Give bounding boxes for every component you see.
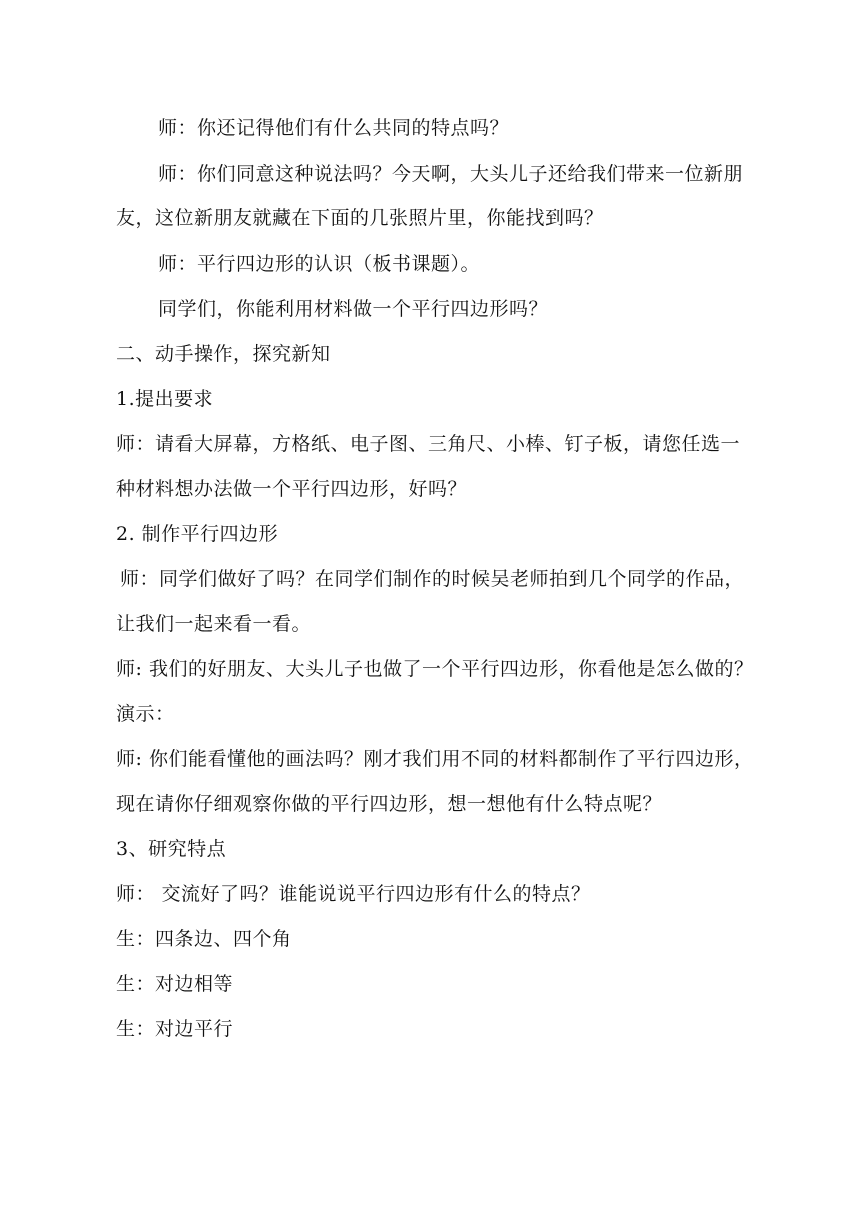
paragraph-line: 生：四条边、四个角 xyxy=(116,928,292,950)
paragraph-line: 让我们一起来看一看。 xyxy=(116,613,312,635)
paragraph-line: 师：你还记得他们有什么共同的特点吗？ xyxy=(158,117,510,139)
paragraph-line: 师: 你们能看懂他的画法吗？刚才我们用不同的材料都制作了平行四边形， xyxy=(116,748,754,770)
paragraph-line: 师：同学们做好了吗？在同学们制作的时候吴老师拍到几个同学的作品， xyxy=(120,568,745,590)
paragraph-line: 师：平行四边形的认识（板书课题）。 xyxy=(158,253,481,275)
section-heading: 二、动手操作，探究新知 xyxy=(116,343,331,365)
paragraph-line: 师： 交流好了吗？谁能说说平行四边形有什么的特点？ xyxy=(116,883,591,905)
paragraph-line: 友，这位新朋友就藏在下面的几张照片里，你能找到吗？ xyxy=(116,207,604,229)
paragraph-line: 师：请看大屏幕，方格纸、电子图、三角尺、小棒、钉子板，请您任选一 xyxy=(116,433,741,455)
paragraph-line: 生：对边平行 xyxy=(116,1018,234,1040)
paragraph-line: 生：对边相等 xyxy=(116,973,234,995)
subsection-heading: 2. 制作平行四边形 xyxy=(116,523,279,545)
paragraph-line: 师: 我们的好朋友、大头儿子也做了一个平行四边形，你看他是怎么做的？ xyxy=(116,658,754,680)
paragraph-line: 同学们，你能利用材料做一个平行四边形吗？ xyxy=(158,298,549,320)
paragraph-line: 演示： xyxy=(116,703,175,725)
paragraph-line: 师：你们同意这种说法吗？今天啊，大头儿子还给我们带来一位新朋 xyxy=(158,163,744,185)
subsection-heading: 1.提出要求 xyxy=(116,388,214,410)
subsection-heading: 3、研究特点 xyxy=(116,838,227,860)
paragraph-line: 现在请你仔细观察你做的平行四边形，想一想他有什么特点呢？ xyxy=(116,793,663,815)
paragraph-line: 种材料想办法做一个平行四边形，好吗？ xyxy=(116,478,468,500)
